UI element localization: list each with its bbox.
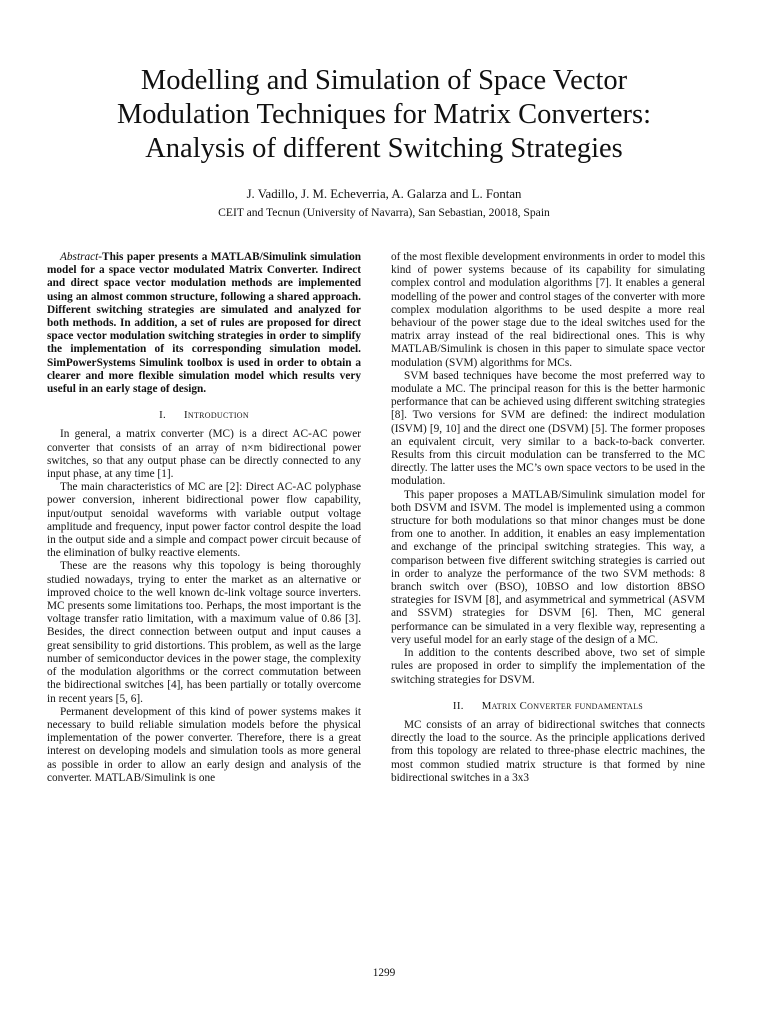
section-number: II. [452,699,464,712]
title-line: Modulation Techniques for Matrix Converters: [116,99,652,130]
right-column [391,251,705,785]
section-title: Matrix Converter fundamentals [481,699,644,712]
section-title: Introduction [183,409,249,422]
section-number: I. [159,409,166,422]
affiliation: CEIT and Tecnun (University of Navarra), San Sebastian, 20018, Spain [218,206,550,219]
paragraph: The main characteristics of MC are [2]: Direct AC-AC polyphase power conversion, inherent bidirectional power flow capability, input/output senoidal waveforms with variable output voltage amplitude and frequency, input power factor control despite the load in the output side and a simple and compact power circuit because of the elimination of bulky reactive elements. [47,481,361,560]
abstract-lead: Abstract- [60,251,103,263]
title-line: Analysis of different Switching Strategies [145,133,623,164]
page-number: 1299 [372,967,396,979]
paper-title [60,64,708,166]
paragraph: In addition to the contents described above, two set of simple rules are proposed in order to simplify the implementation of the switching strategies for DSVM. [391,647,705,686]
paragraph: This paper proposes a MATLAB/Simulink simulation model for both DSVM and ISVM. The model is implemented using a common structure for both modulations so that minor changes must be done from one to another. In addition, it enables an easy implementation and exchange of the principal switching strategies. This way, a comparison between five different switching strategies is carried out in order to analyze the performance of the two SVM methods: 8 branch switch over (BSO), 10BSO and low distortion 8BSO strategies for ISVM [8], and asymmetrical and symmetrical (ASVM and SSVM) strategies for DSVM [6]. Then, MC general performance can be simulated in a very flexible way, representing a very useful model for an early stage of the design of a MC. [391,488,705,646]
abstract [47,251,361,396]
abstract-text: This paper presents a MATLAB/Simulink simulation model for a space vector modulated Matrix Converter. Indirect and direct space vector modulation methods are implemented using an almost common structure, following a shared approach. Different switching strategies are simulated and analyzed for both methods. In addition, a set of rules are proposed for direct space vector modulation switching strategies in order to simplify the implementation of its corresponding simulation model. SimPowerSystems Simulink toolbox is used in order to obtain a clearer and more flexible simulation model which results very useful in an early stage of design. [47,251,361,396]
title-line: Modelling and Simulation of Space Vector [140,65,628,96]
paragraph: These are the reasons why this topology is being thoroughly studied nowadays, trying to enter the market as an alternative or improved choice to the well known dc-link voltage source inverters. MC presents some limitations too. Perhaps, the most important is the voltage transfer ratio limitation, with a maximum value of 0.86 [3]. Besides, the direct connection between output and input causes a great sensibility to grid distortions. This problem, as well as the large number of semiconductor devices in the power stage, the complexity of the modulation algorithms or the correct commutation between the bidirectional switches [4], has been partially or totally overcome in recent years [5, 6]. [47,560,361,705]
paragraph: MC consists of an array of bidirectional switches that connects directly the load to the source. As the principle applications derived from this topology are related to three-phase electric machines, the most common studied matrix structure is that formed by nine bidirectional switches in a 3x3 [391,718,705,784]
paragraph: of the most flexible development environments in order to model this kind of power systems because of its capability for simulating complex control and modulation algorithms [7]. It enables a general modelling of the power and control stages of the converter with more complex modulation algorithms to be used despite a more real behaviour of the power stage due to the ideal switches used for the matrix array instead of the real bidirectional ones. This is why MATLAB/Simulink is chosen in this paper to simulate space vector modulation (SVM) algorithms for MCs. [391,251,705,369]
paragraph: In general, a matrix converter (MC) is a direct AC-AC power converter that consists of an array of n×m bidirectional power switches, so that any output phase can be directly connected to any input phase, at any time [1]. [47,428,361,481]
paragraph: SVM based techniques have become the most preferred way to modulate a MC. The principal reason for this is the better harmonic performance that can be achieved using different switching strategies [8]. Two versions for SVM are defined: the indirect modulation (ISVM) [9, 10] and the direct one (DSVM) [5]. The former proposes an equivalent circuit, very similar to a back-to-back converter. Results from this circuit modulation can be transferred to the MC directly. The latter uses the MC’s own space vectors to be used in the modulation. [391,369,705,488]
left-column [47,251,361,785]
section-heading-matrix-converter [391,700,705,713]
section-heading-introduction [47,409,361,422]
paragraph: Permanent development of this kind of power systems makes it necessary to build reliable simulation models before the physical implementation of the power converter. Therefore, there is a great interest on developing models and simulation tools as more general as possible in order to allow an early design and analysis of the converter. MATLAB/Simulink is one [47,705,361,784]
author-list: J. Vadillo, J. M. Echeverria, A. Galarza and L. Fontan [246,187,522,201]
